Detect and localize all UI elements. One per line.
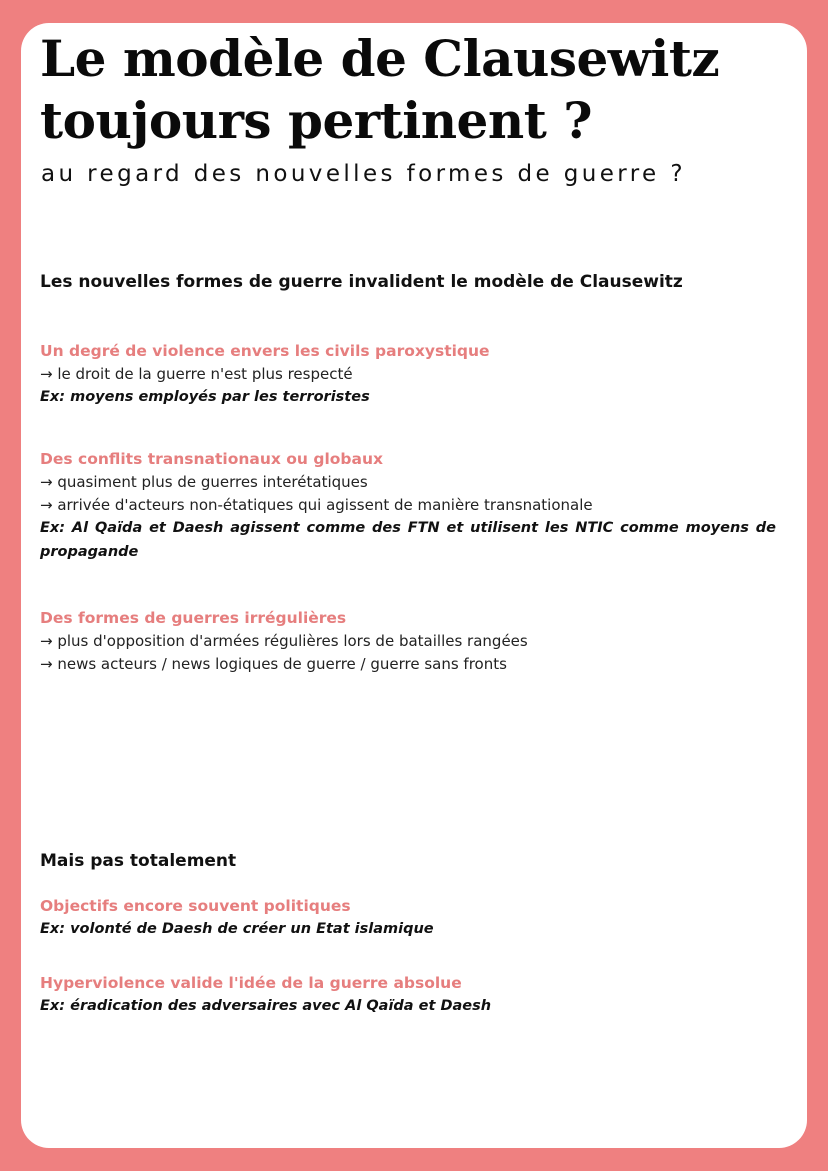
block-political-objectives: [40, 895, 776, 942]
block-title: Des formes de guerres irrégulières: [40, 609, 347, 627]
example-text: Ex: volonté de Daesh de créer un Etat islamique: [40, 921, 434, 937]
block-title: Des conflits transnationaux ou globaux: [40, 450, 383, 468]
title-line-2: toujours pertinent ?: [40, 91, 593, 150]
example-text: Ex: Al Qaïda et Daesh agissent comme des FTN et utilisent les NTIC comme moyens de propagande: [40, 520, 776, 560]
block-violence: [40, 340, 776, 410]
block-transnational: [40, 448, 776, 564]
block-hyperviolence: [40, 972, 776, 1019]
block-irregular: [40, 607, 776, 676]
bullet-line: → le droit de la guerre n'est plus respecté: [40, 365, 353, 383]
bullet-line: → arrivée d'acteurs non-étatiques qui agissent de manière transnationale: [40, 496, 593, 514]
block-title: Hyperviolence valide l'idée de la guerre absolue: [40, 974, 462, 992]
section-heading-not-totally: Mais pas totalement: [40, 851, 237, 871]
block-title: Un degré de violence envers les civils paroxystique: [40, 342, 490, 360]
bullet-line: → news acteurs / news logiques de guerre / guerre sans fronts: [40, 655, 507, 673]
page-subtitle: au regard des nouvelles formes de guerre ?: [41, 161, 686, 187]
page-title: [40, 28, 800, 152]
section-heading-invalidate: Les nouvelles formes de guerre invalident le modèle de Clausewitz: [40, 272, 683, 292]
bullet-line: → quasiment plus de guerres interétatiques: [40, 473, 368, 491]
example-text: Ex: moyens employés par les terroristes: [40, 389, 370, 405]
title-line-1: Le modèle de Clausewitz: [40, 29, 720, 88]
example-text: Ex: éradication des adversaires avec Al Qaïda et Daesh: [40, 998, 492, 1014]
bullet-line: → plus d'opposition d'armées régulières lors de batailles rangées: [40, 632, 528, 650]
block-title: Objectifs encore souvent politiques: [40, 897, 351, 915]
